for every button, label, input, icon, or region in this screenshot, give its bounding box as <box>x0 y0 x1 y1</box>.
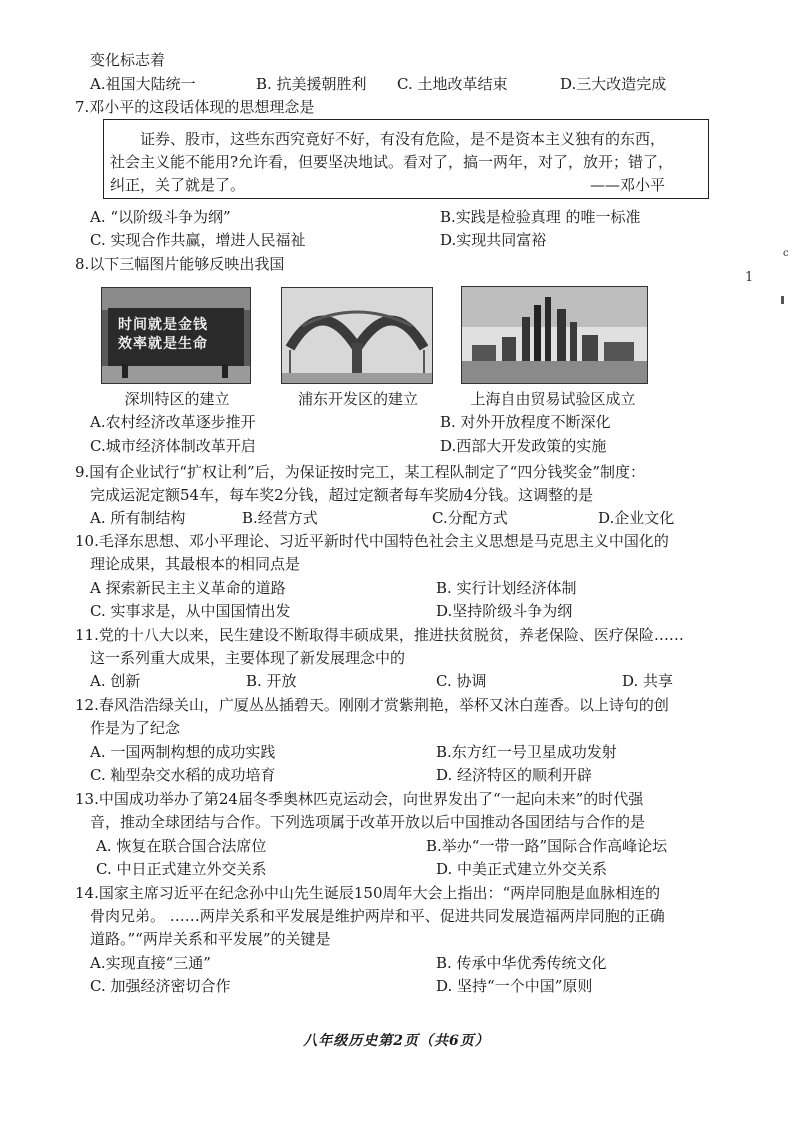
margin-mark-1: 1 <box>745 270 754 285</box>
q13-option-a: A. 恢复在联合国合法席位 <box>96 837 267 855</box>
q6-option-a: A.祖国大陆统一 <box>90 75 196 93</box>
q7-quote-line-1: 证券、股市，这些东西究竟好不好，有没有危险，是不是资本主义独有的东西， <box>140 130 666 148</box>
q9-stem-line-2: 完成运泥定额54车，每车奖2分钱，超过定额者每车奖励4分钱。这调整的是 <box>90 486 594 504</box>
q11-option-b: B. 开放 <box>246 672 297 690</box>
q14-stem-line-2: 骨肉兄弟。 ……两岸关系和平发展是维护两岸和平、促进共同发展造福两岸同胞的正确 <box>90 907 665 925</box>
q13-option-d: D. 中美正式建立外交关系 <box>436 860 608 878</box>
q10-option-c: C. 实事求是，从中国国情出发 <box>90 602 291 620</box>
q10-stem-line-1: 10.毛泽东思想、邓小平理论、习近平新时代中国特色社会主义思想是马克思主义中国化的 <box>75 532 669 550</box>
q9-stem-line-1: 9.国有企业试行“扩权让利”后，为保证按时完工，某工程队制定了“四分钱奖金”制度： <box>75 463 645 481</box>
pudong-arch-photo <box>281 287 433 384</box>
q14-stem-line-3: 道路。”“两岸关系和平发展”的关键是 <box>90 930 331 948</box>
q12-stem-line-2: 作是为了纪念 <box>90 719 181 737</box>
page-footer: 八年级历史第2页（共6页） <box>303 1033 490 1049</box>
q6-option-d: D.三大改造完成 <box>560 75 667 93</box>
margin-tick <box>781 296 784 304</box>
q7-quote-line-2: 社会主义能不能用?允许看，但要坚决地试。看对了，搞一两年，对了，放开；错了， <box>110 153 674 171</box>
q8-option-b: B. 对外开放程度不断深化 <box>440 413 611 431</box>
sign-text-line-2: 效率就是生命 <box>118 336 208 352</box>
q11-option-a: A. 创新 <box>90 672 141 690</box>
q8-stem: 8.以下三幅图片能够反映出我国 <box>75 255 285 273</box>
q8-option-c: C.城市经济体制改革开启 <box>90 437 256 455</box>
q9-option-b: B.经营方式 <box>242 509 318 527</box>
q7-option-a: A. “以阶级斗争为纲” <box>90 208 231 226</box>
q8-option-a: A.农村经济改革逐步推开 <box>90 413 256 431</box>
shenzhen-sign-photo <box>101 287 251 384</box>
q6-option-c: C. 土地改革结束 <box>397 75 508 93</box>
q11-option-c: C. 协调 <box>436 672 487 690</box>
shanghai-skyline-photo <box>461 286 648 384</box>
q7-option-d: D.实现共同富裕 <box>440 231 547 249</box>
q9-option-a: A. 所有制结构 <box>90 509 186 527</box>
q13-stem-line-2: 音，推动全球团结与合作。下列选项属于改革开放以后中国推动各国团结与合作的是 <box>90 813 646 831</box>
q10-option-b: B. 实行计划经济体制 <box>436 579 577 597</box>
q11-option-d: D. 共享 <box>622 672 674 690</box>
q12-option-c: C. 籼型杂交水稻的成功培育 <box>90 766 276 784</box>
q13-option-c: C. 中日正式建立外交关系 <box>96 860 267 878</box>
q12-option-b: B.东方红一号卫星成功发射 <box>436 743 617 761</box>
sign-text-line-1: 时间就是金钱 <box>118 317 208 333</box>
caption-shanghai-ftz: 上海自由贸易试验区成立 <box>470 390 636 408</box>
q13-stem-line-1: 13.中国成功举办了第24届冬季奥林匹克运动会，向世界发出了“一起向未来”的时代强 <box>75 790 644 808</box>
q7-option-c: C. 实现合作共赢，增进人民福祉 <box>90 231 306 249</box>
q14-option-d: D. 坚持“一个中国”原则 <box>436 977 593 995</box>
q13-option-b: B.举办“一带一路”国际合作高峰论坛 <box>426 837 668 855</box>
q11-stem-line-1: 11.党的十八大以来，民生建设不断取得丰硕成果，推进扶贫脱贫，养老保险、医疗保险…… <box>75 626 684 644</box>
q10-option-a: A 探索新民主主义革命的道路 <box>90 579 286 597</box>
q6-option-b: B. 抗美援朝胜利 <box>256 75 367 93</box>
q7-option-b: B.实践是检验真理 的唯一标准 <box>440 208 641 226</box>
q14-option-c: C. 加强经济密切合作 <box>90 977 231 995</box>
q9-option-d: D.企业文化 <box>598 509 675 527</box>
q9-option-c: C.分配方式 <box>432 509 508 527</box>
q10-option-d: D.坚持阶级斗争为纲 <box>436 602 573 620</box>
q12-stem-line-1: 12.春风浩浩绿关山，广厦丛丛插碧天。刚刚才赏紫荆艳，举杯又沐白莲香。以上诗句的创 <box>75 696 669 714</box>
q7-quote-box <box>103 119 709 199</box>
q7-quote-line-3: 纠正，关了就是了。 <box>110 176 246 194</box>
caption-shenzhen: 深圳特区的建立 <box>124 390 230 408</box>
q8-option-d: D.西部大开发政策的实施 <box>440 437 607 455</box>
q12-option-d: D. 经济特区的顺利开辟 <box>436 766 593 784</box>
q11-stem-line-2: 这一系列重大成果，主要体现了新发展理念中的 <box>90 649 406 667</box>
q7-stem: 7.邓小平的这段话体现的思想理念是 <box>75 98 315 116</box>
caption-pudong: 浦东开发区的建立 <box>297 390 418 408</box>
q12-option-a: A. 一国两制构想的成功实践 <box>90 743 276 761</box>
q14-stem-line-1: 14.国家主席习近平在纪念孙中山先生诞辰150周年大会上指出：“两岸同胞是血脉相连的 <box>75 884 661 902</box>
q14-option-a: A.实现直接“三通” <box>90 954 211 972</box>
q14-option-b: B. 传承中华优秀传统文化 <box>436 954 607 972</box>
q7-quote-source: ——邓小平 <box>590 176 666 194</box>
q6-stem-continuation: 变化标志着 <box>90 51 166 69</box>
margin-mark-c: c <box>783 248 789 259</box>
q10-stem-line-2: 理论成果，其最根本的相同点是 <box>90 555 301 573</box>
